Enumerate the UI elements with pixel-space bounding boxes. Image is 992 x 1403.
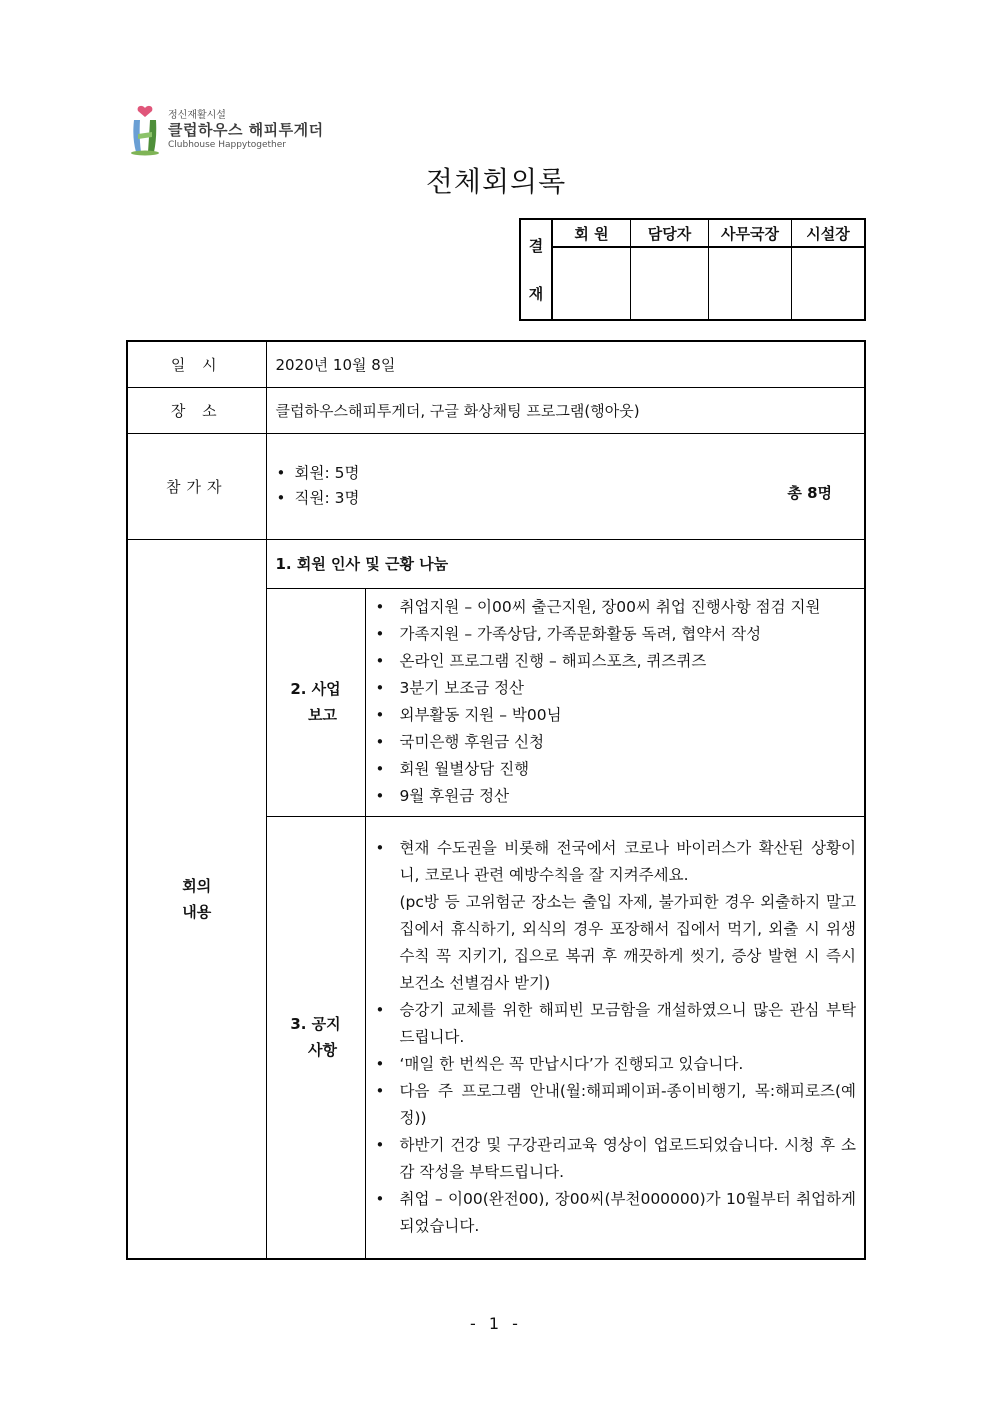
approval-col-secretary: 사무국장 — [709, 219, 792, 247]
notice-item — [366, 835, 865, 997]
notice-covid: 현재 수도권을 비롯해 전국에서 코로나 바이러스가 확산된 상황이니, 코로나 관련 예방수칙을 잘 지켜주세요. — [399, 838, 856, 884]
content-label-line1: 회의 — [182, 876, 212, 895]
section3-label-line2: 사항 — [308, 1041, 337, 1060]
list-item: • 9월 후원금 정산 — [366, 783, 865, 810]
attendees-cell — [266, 433, 865, 539]
place-label: 장 소 — [127, 387, 266, 433]
section2-list — [366, 594, 865, 810]
page-title: 전체회의록 — [425, 165, 567, 198]
approval-sign-member[interactable] — [552, 247, 631, 320]
section3-label-line1: 3. 공지 — [290, 1015, 341, 1034]
list-item: • 3분기 보조금 정산 — [366, 675, 865, 702]
approval-col-manager: 담당자 — [631, 219, 709, 247]
attendee-members: • 회원: 5명 — [267, 461, 865, 486]
page-number: - 1 - — [470, 1314, 522, 1333]
section2-label-line2: 보고 — [308, 706, 337, 724]
section2-label — [266, 588, 365, 816]
approval-sign-secretary[interactable] — [709, 247, 792, 320]
section3-list — [366, 835, 865, 1240]
logo-name: 클럽하우스 해피투게더 — [168, 121, 324, 139]
date-label: 일 시 — [127, 341, 266, 387]
approval-sign-manager[interactable] — [631, 247, 709, 320]
logo-english: Clubhouse Happytogether — [168, 140, 286, 150]
notice-item: • 승강기 교체를 위한 해피빈 모금함을 개설하였으니 많은 관심 부탁드립니다. — [366, 997, 865, 1051]
logo-subtitle: 정신재활시설 — [168, 110, 226, 121]
approval-col-member: 회 원 — [552, 219, 631, 247]
notice-item: • 취업 – 이00(완전00), 장00씨(부천000000)가 10월부터 취업하게 되었습니다. — [366, 1186, 865, 1240]
approval-side-top: 결 — [528, 236, 544, 255]
list-item: • 취업지원 – 이00씨 출근지원, 장00씨 취업 진행사항 점검 지원 — [366, 594, 865, 621]
section2-content — [365, 588, 865, 816]
list-item: • 외부활동 지원 – 박00님 — [366, 702, 865, 729]
attendee-staff: • 직원: 3명 — [267, 486, 865, 511]
heart-h-logo-icon — [128, 104, 164, 156]
section2-label-line1: 2. 사업 — [290, 680, 341, 698]
attendees-total: 총 8명 — [787, 483, 832, 502]
list-item: • 회원 월별상담 진행 — [366, 756, 865, 783]
attendees-list — [267, 461, 865, 511]
place-value: 클럽하우스해피투게더, 구글 화상채팅 프로그램(행아웃) — [266, 387, 865, 433]
approval-side — [520, 219, 552, 320]
content-label — [127, 539, 266, 1259]
section3-content — [365, 816, 865, 1259]
content-label-line2: 내용 — [182, 902, 212, 921]
notice-covid-note: (pc방 등 고위험군 장소는 출입 자제, 불가피한 경우 외출하지 말고 집에서 휴식하기, 외식의 경우 포장해서 집에서 먹기, 외출 시 위생수칙 꼭 지키기, 집으로 복귀 후 깨끗하게 씻기, 증상 발현 시 즉시 보건소 선별검사 받기) — [399, 892, 856, 992]
logo — [128, 100, 328, 160]
notice-item: • 하반기 건강 및 구강관리교육 영상이 업로드되었습니다. 시청 후 소감 작성을 부탁드립니다. — [366, 1132, 865, 1186]
approval-col-director: 시설장 — [792, 219, 866, 247]
attendees-label: 참가자 — [127, 433, 266, 539]
section1-title: 1. 회원 인사 및 근황 나눔 — [266, 539, 865, 588]
approval-sign-director[interactable] — [792, 247, 866, 320]
minutes-table — [126, 340, 866, 1260]
notice-item: • 다음 주 프로그램 안내(월:해피페이퍼-종이비행기, 목:해피로즈(예정)) — [366, 1078, 865, 1132]
section3-label — [266, 816, 365, 1259]
approval-table — [519, 218, 866, 321]
list-item: • 온라인 프로그램 진행 – 해피스포츠, 퀴즈퀴즈 — [366, 648, 865, 675]
list-item: • 가족지원 – 가족상담, 가족문화활동 독려, 협약서 작성 — [366, 621, 865, 648]
date-value: 2020년 10월 8일 — [266, 341, 865, 387]
notice-item: • ‘매일 한 번씩은 꼭 만납시다’가 진행되고 있습니다. — [366, 1051, 865, 1078]
approval-side-bottom: 재 — [528, 284, 544, 303]
list-item: • 국미은행 후원금 신청 — [366, 729, 865, 756]
